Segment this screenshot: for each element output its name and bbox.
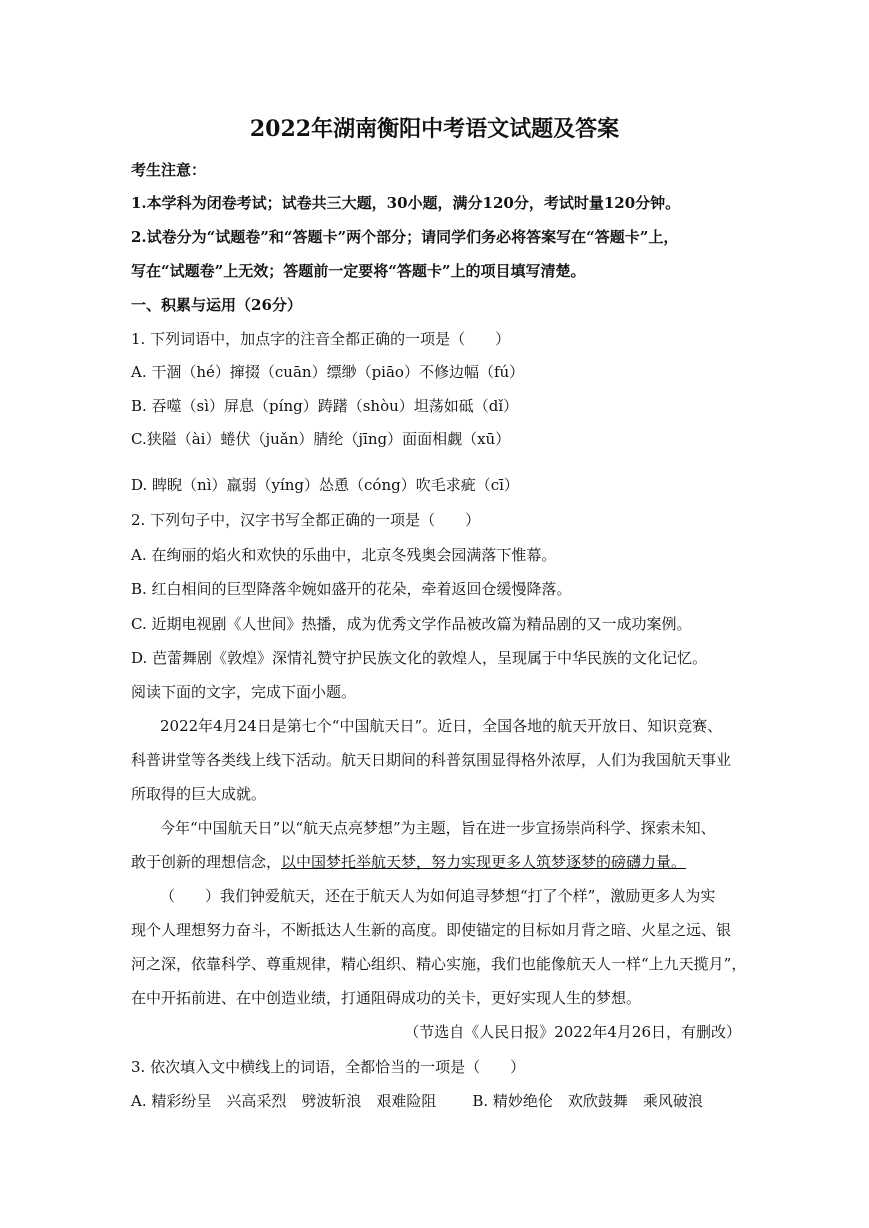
q3-options-row (131, 1091, 751, 1111)
reading-p2-line-1: 今年“中国航天日”以“航天点亮梦想”为主题，旨在进一步宣扬崇尚科学、探索未知、 (160, 819, 716, 837)
q3-option-b: B. 精妙绝伦 欢欣鼓舞 乘风破浪 (472, 1092, 703, 1110)
reading-p3-line-3: 河之深，依靠科学、尊重规律，精心组织、精心实施，我们也能像航天人一样“上九天揽月”， (131, 955, 747, 973)
q3-stem: 3. 依次填入文中横线上的词语，全都恰当的一项是（ ） (131, 1058, 526, 1076)
q1-option-a: A. 干涸（hé）撺掇（cuān）缥缈（piāo）不修边幅（fú） (131, 363, 525, 381)
q1-option-d: D. 睥睨（nì）羸弱（yíng）怂恿（cóng）吹毛求疵（cī） (131, 476, 519, 494)
section-1-heading: 一、积累与运用（26分） (131, 296, 302, 314)
q1-option-c: C.狭隘（ài）蜷伏（juǎn）腈纶（jīng）面面相觑（xū） (131, 430, 511, 448)
q2-option-b: B. 红白相间的巨型降落伞婉如盛开的花朵，牵着返回仓缓慢降落。 (131, 580, 572, 598)
underlined-sentence: 以中国梦托举航天梦，努力实现更多人筑梦逐梦的磅礴力量。 (281, 853, 687, 871)
notice-item-1: 1.本学科为闭卷考试；试卷共三大题，30小题，满分120分，考试时量120分钟。 (131, 194, 681, 212)
reading-p3-line-2: 现个人理想努力奋斗，不断抵达人生新的高度。即使锚定的目标如月背之暗、火星之远、银 (131, 921, 732, 939)
q2-option-d: D. 芭蕾舞剧《敦煌》深情礼赞守护民族文化的敦煌人，呈现属于中华民族的文化记忆。 (131, 649, 708, 667)
reading-p1-line-1: 2022年4月24日是第七个“中国航天日”。近日，全国各地的航天开放日、知识竞赛、 (160, 717, 723, 735)
reading-p2-line-2 (131, 852, 751, 872)
reading-p2-text: 敢于创新的理想信念， (131, 853, 282, 871)
q1-stem: 1. 下列词语中，加点字的注音全都正确的一项是（ ） (131, 330, 511, 348)
reading-p3-line-1: （ ）我们钟爱航天，还在于航天人为如何追寻梦想“打了个样”，激励更多人为实 (160, 887, 716, 905)
q2-option-c: C. 近期电视剧《人世间》热播，成为优秀文学作品被改篇为精品剧的又一成功案例。 (131, 615, 692, 633)
reading-intro: 阅读下面的文字，完成下面小题。 (131, 683, 357, 701)
reading-p3-line-4: 在中开拓前进、在中创造业绩，打通阻碍成功的关卡，更好实现人生的梦想。 (131, 989, 642, 1007)
notice-item-2-line-2: 写在“试题卷”上无效；答题前一定要将“答题卡”上的项目填写清楚。 (131, 262, 586, 280)
notice-item-2-line-1: 2.试卷分为“试题卷”和“答题卡”两个部分；请同学们务必将答案写在“答题卡”上， (131, 228, 679, 246)
q3-option-a: A. 精彩纷呈 兴高采烈 劈波斩浪 艰难险阻 (131, 1092, 437, 1110)
q2-stem: 2. 下列句子中，汉字书写全都正确的一项是（ ） (131, 511, 481, 529)
q1-option-b: B. 吞噬（sì）屏息（píng）踌躇（shòu）坦荡如砥（dǐ） (131, 397, 519, 415)
q2-option-a: A. 在绚丽的焰火和欢快的乐曲中，北京冬残奥会园满落下惟幕。 (131, 546, 557, 564)
reading-p1-line-3: 所取得的巨大成就。 (131, 785, 267, 803)
reading-source: （节选自《人民日报》2022年4月26日，有删改） (404, 1023, 741, 1041)
reading-p1-line-2: 科普讲堂等各类线上线下活动。航天日期间的科普氛围显得格外浓厚，人们为我国航天事业 (131, 751, 732, 769)
notice-heading: 考生注意： (131, 161, 207, 179)
page-title: 2022年湖南衡阳中考语文试题及答案 (249, 116, 620, 142)
